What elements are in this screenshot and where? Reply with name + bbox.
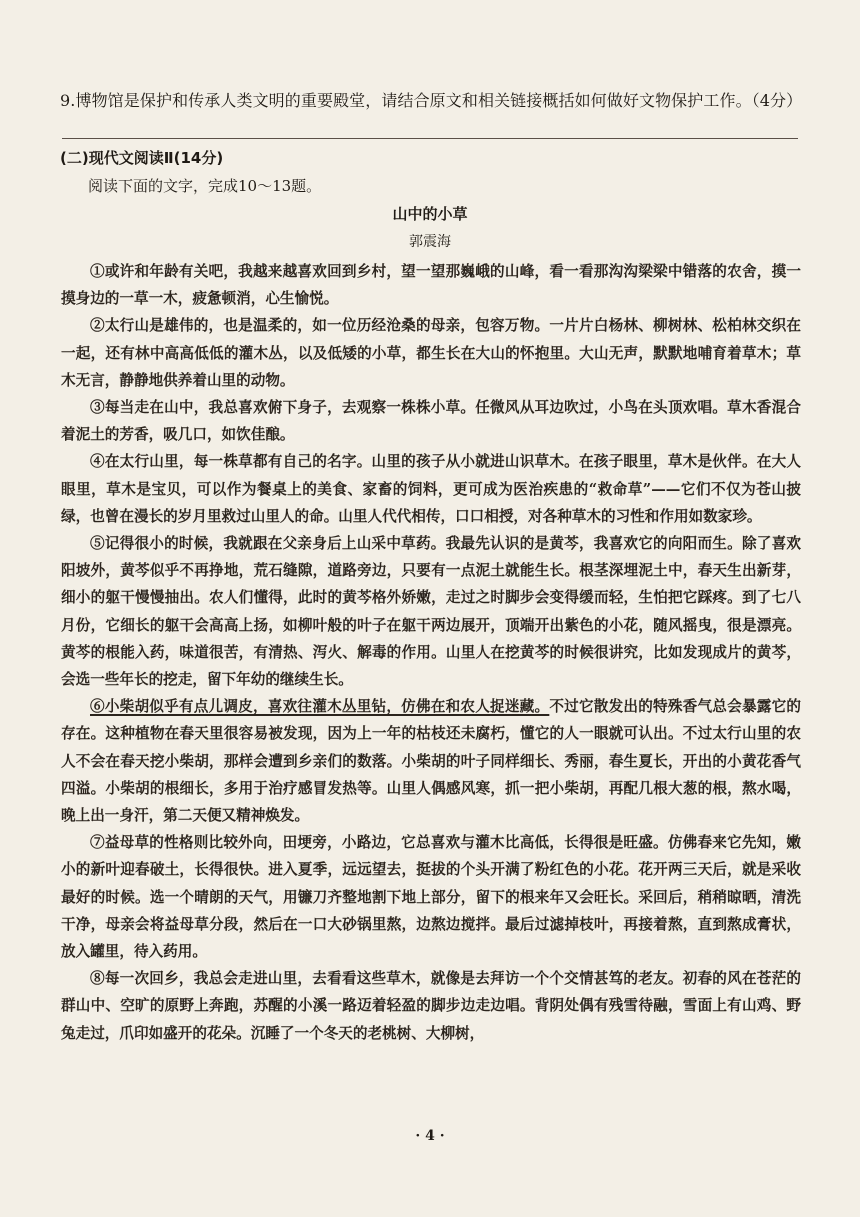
page-number: · 4 · bbox=[415, 1128, 445, 1144]
article-body bbox=[61, 258, 801, 1047]
paragraph-6 bbox=[61, 693, 801, 829]
article-author: 郭震海 bbox=[409, 234, 451, 250]
section-title: (二)现代文阅读Ⅱ(14分) bbox=[60, 149, 224, 167]
paragraph-7: ⑦益母草的性格则比较外向，田埂旁，小路边，它总喜欢与灌木比高低，长得很是旺盛。仿佛春来它先知，嫩小的新叶迎春破土，长得很快。进入夏季，远远望去，挺拔的个头开满了粉红色的小花。花开两三天后，就是采收最好的时候。选一个晴朗的天气，用镰刀齐整地割下地上部分，留下的根来年又会旺长。采回后，稍稍晾晒，清洗干净，母亲会将益母草分段，然后在一口大砂锅里熬，边熬边搅拌。最后过滤掉枝叶，再接着熬，直到熬成膏状，放入罐里，待入药用。 bbox=[61, 834, 801, 961]
divider-line bbox=[62, 138, 798, 139]
paragraph-4: ④在太行山里，每一株草都有自己的名字。山里的孩子从小就进山识草木。在孩子眼里，草木是伙伴。在大人眼里，草木是宝贝，可以作为餐桌上的美食、家畜的饲料，更可成为医治疾患的“救命草”——它们不仅为苍山披绿，也曾在漫长的岁月里救过山里人的命。山里人代代相传，口口相授，对各种草木的习性和作用如数家珍。 bbox=[61, 453, 801, 525]
paragraph-1: ①或许和年龄有关吧，我越来越喜欢回到乡村，望一望那巍峨的山峰，看一看那沟沟梁梁中错落的农舍，摸一摸身边的一草一木，疲惫顿消，心生愉悦。 bbox=[61, 263, 801, 308]
paragraph-8: ⑧每一次回乡，我总会走进山里，去看看这些草木，就像是去拜访一个个交情甚笃的老友。初春的风在苍茫的群山中、空旷的原野上奔跑，苏醒的小溪一路迈着轻盈的脚步边走边唱。背阴处偶有残雪待融，雪面上有山鸡、野兔走过，爪印如盛开的花朵。沉睡了一个冬天的老桃树、大柳树， bbox=[61, 970, 801, 1042]
paragraph-3: ③每当走在山中，我总喜欢俯下身子，去观察一株株小草。任微风从耳边吹过，小鸟在头顶欢唱。草木香混合着泥土的芳香，吸几口，如饮佳酿。 bbox=[61, 399, 801, 444]
article-title: 山中的小草 bbox=[392, 205, 468, 223]
reading-instruction: 阅读下面的文字，完成10～13题。 bbox=[88, 177, 322, 195]
question-9: 9.博物馆是保护和传承人类文明的重要殿堂，请结合原文和相关链接概括如何做好文物保护工作。（4分） bbox=[60, 91, 803, 110]
underlined-sentence: ⑥小柴胡似乎有点儿调皮，喜欢往灌木丛里钻，仿佛在和农人捉迷藏。 bbox=[90, 698, 550, 716]
paragraph-5: ⑤记得很小的时候，我就跟在父亲身后上山采中草药。我最先认识的是黄芩，我喜欢它的向阳而生。除了喜欢阳坡外，黄芩似乎不再挣地，荒石缝隙，道路旁边，只要有一点泥土就能生长。根茎深埋泥土中，春天生出新芽，细小的躯干慢慢抽出。农人们懂得，此时的黄芩格外娇嫩，走过之时脚步会变得缓而轻，生怕把它踩疼。到了七八月份，它细长的躯干会高高上扬，如柳叶般的叶子在躯干两边展开，顶端开出紫色的小花，随风摇曳，很是漂亮。黄芩的根能入药，味道很苦，有清热、泻火、解毒的作用。山里人在挖黄芩的时候很讲究，比如发现成片的黄芩，会选一些年长的挖走，留下年幼的继续生长。 bbox=[61, 535, 801, 689]
paragraph-6-rest: 不过它散发出的特殊香气总会暴露它的存在。这种植物在春天里很容易被发现，因为上一年的枯枝还未腐朽，懂它的人一眼就可认出。不过太行山里的农人不会在春天挖小柴胡，那样会遭到乡亲们的数落。小柴胡的叶子同样细长、秀丽，春生夏长，开出的小黄花香气四溢。小柴胡的根细长，多用于治疗感冒发热等。山里人偶感风寒，抓一把小柴胡，再配几根大葱的根，熬水喝，晚上出一身汗，第二天便又精神焕发。 bbox=[61, 698, 801, 825]
paragraph-2: ②太行山是雄伟的，也是温柔的，如一位历经沧桑的母亲，包容万物。一片片白杨林、柳树林、松柏林交织在一起，还有林中高高低低的灌木丛，以及低矮的小草，都生长在大山的怀抱里。大山无声，默默地哺育着草木；草木无言，静静地供养着山里的动物。 bbox=[61, 317, 801, 389]
